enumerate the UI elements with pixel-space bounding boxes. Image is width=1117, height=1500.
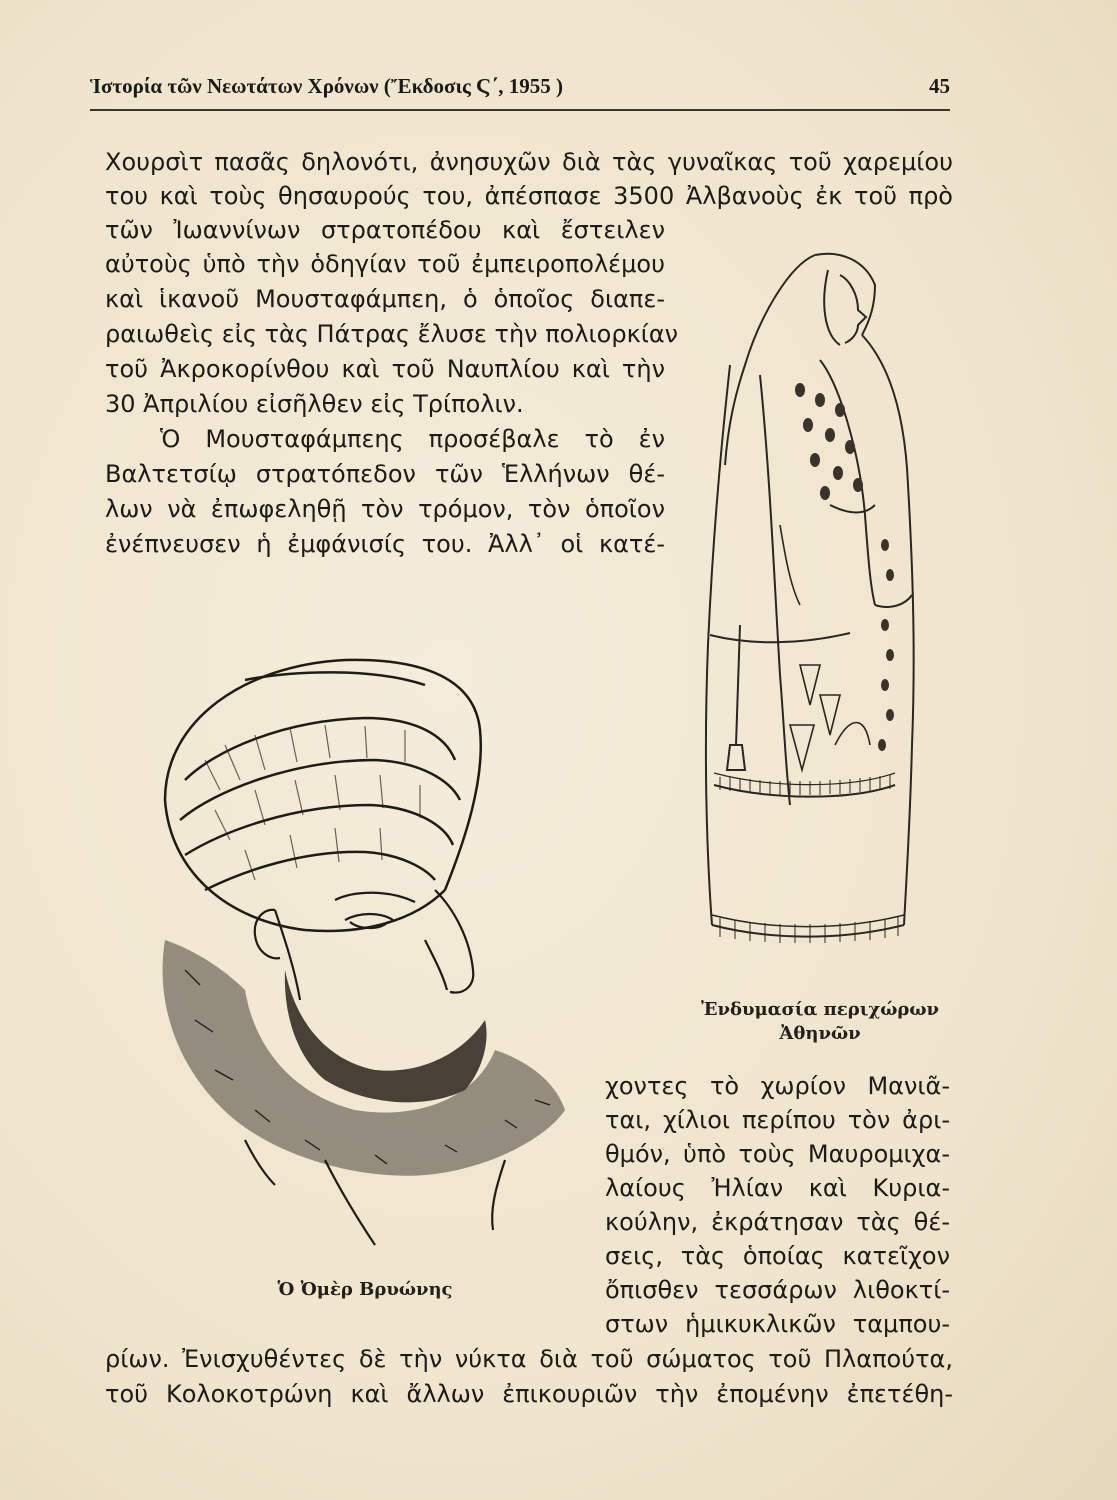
text-line: αὐτοὺς ὑπὸ τὴν ὁδηγίαν τοῦ ἐμπειροπολέμου — [105, 250, 665, 278]
text-line: λων νὰ ἐπωφεληθῇ τὸν τρόμον, τὸν ὁποῖον — [105, 495, 665, 523]
text-line: ται, χίλιοι περίπου τὸν ἀρι- — [605, 1106, 950, 1134]
text-line: τῶν Ἰωαννίνων στρατοπέδου καὶ ἔστειλεν — [105, 216, 665, 244]
woman-caption — [660, 998, 980, 1046]
woman-caption-line-2: Ἀθηνῶν — [779, 1023, 861, 1044]
text-line: θμόν, ὑπὸ τοὺς Μαυρομιχα- — [605, 1140, 950, 1168]
woman-caption-line-1: Ἐνδυμασία περιχώρων — [701, 999, 939, 1020]
text-line: ὄπισθεν τεσσάρων λιθοκτί- — [605, 1276, 950, 1304]
text-line: λαίους Ἠλίαν καὶ Κυρια- — [605, 1174, 950, 1202]
text-line: τοῦ Ἀκροκορίνθου καὶ τοῦ Ναυπλίου καὶ τὴν — [105, 355, 665, 383]
text-line: ραιωθεὶς εἰς τὰς Πάτρας ἔλυσε τὴν πολιορκίαν — [105, 320, 679, 348]
text-line: σεις, τὰς ὁποίας κατεῖχον — [605, 1242, 950, 1270]
omer-caption: Ὁ Ὀμὲρ Βρυώνης — [277, 1279, 453, 1300]
running-head — [90, 74, 950, 108]
header-rule — [90, 109, 950, 111]
text-line: κούλην, ἐκράτησαν τὰς θέ- — [605, 1208, 950, 1236]
omer-vryonis-portrait — [125, 640, 590, 1260]
text-line: χοντες τὸ χωρίον Μανιᾶ- — [605, 1072, 950, 1100]
text-line: τοῦ Κολοκοτρώνη καὶ ἄλλων ἐπικουριῶν τὴν ἐπομένην ἐπετέθη- — [105, 1380, 953, 1408]
page-number: 45 — [929, 74, 950, 98]
text-line: Ὁ Μουσταφάμπεης προσέβαλε τὸ ἐν — [160, 425, 665, 453]
text-line: καὶ ἱκανοῦ Μουσταφάμπεη, ὁ ὁποῖος διαπε- — [105, 285, 665, 313]
running-title: Ἱστορία τῶν Νεωτάτων Χρόνων (Ἔκδοσις Ϛ΄, 1955 ) — [90, 74, 563, 98]
text-line: Βαλτετσίῳ στρατόπεδον τῶν Ἑλλήνων θέ- — [105, 460, 665, 488]
text-line: Χουρσὶτ πασᾶς δηλονότι, ἀνησυχῶν διὰ τὰς γυναῖκας τοῦ χαρεμίου — [105, 148, 953, 176]
text-line: του καὶ τοὺς θησαυρούς του, ἀπέσπασε 3500 Ἀλβανοὺς ἐκ τοῦ πρὸ — [105, 182, 953, 210]
text-line: ἐνέπνευσεν ἡ ἐμφάνισίς του. Ἀλλ᾽ οἱ κατέ- — [105, 530, 665, 558]
text-line: 30 Ἀπριλίου εἰσῆλθεν εἰς Τρίπολιν. — [105, 390, 524, 418]
text-line: στων ἡμικυκλικῶν ταμπου- — [605, 1310, 950, 1338]
text-line: ρίων. Ἐνισχυθέντες δὲ τὴν νύκτα διὰ τοῦ σώματος τοῦ Πλαπούτα, — [105, 1345, 953, 1373]
woman-costume-illustration — [690, 225, 960, 985]
